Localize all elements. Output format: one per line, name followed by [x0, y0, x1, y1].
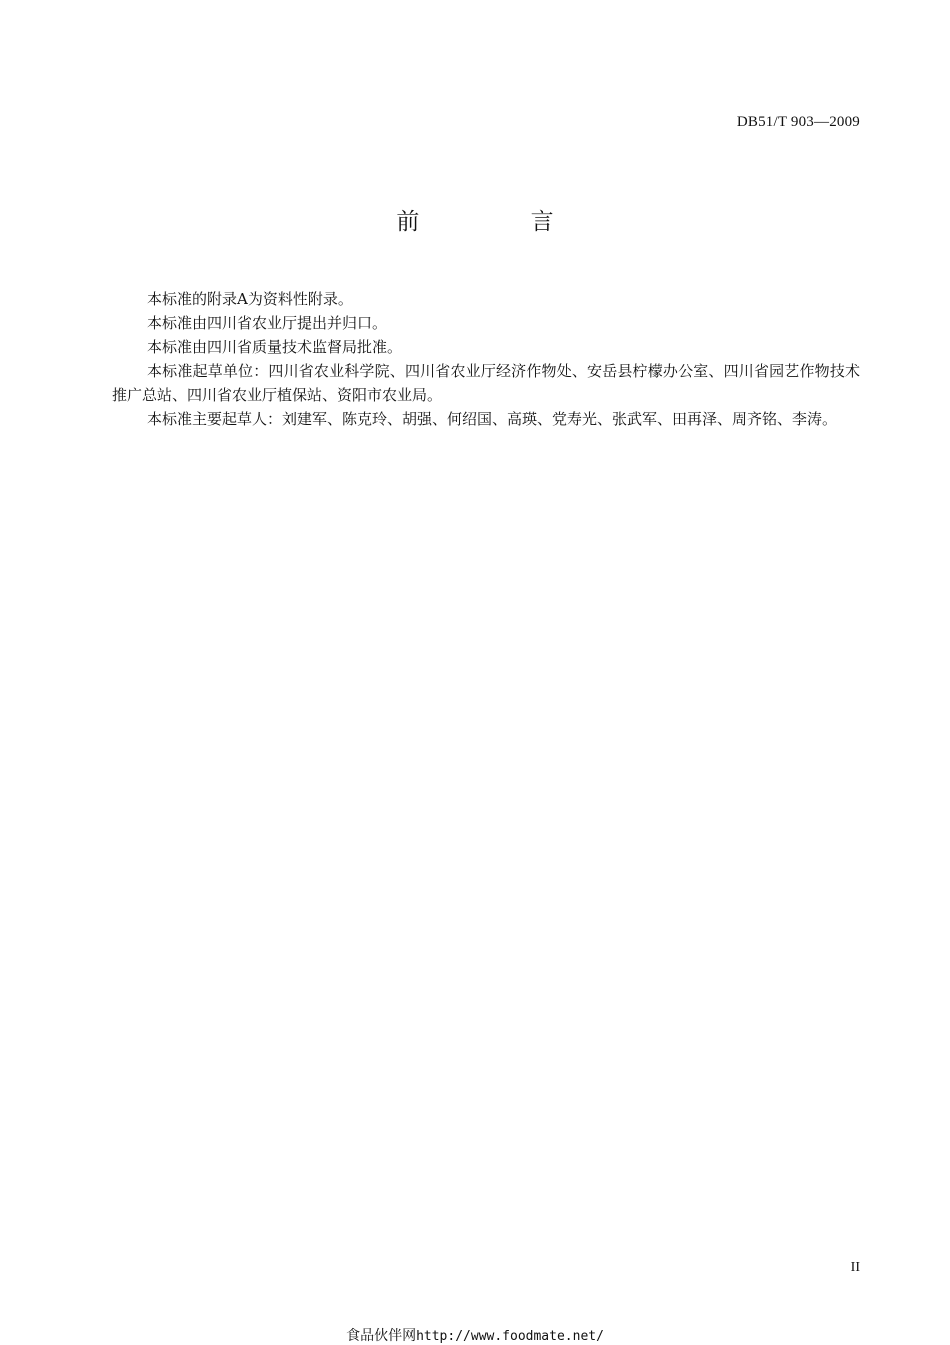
foreword-body: [112, 287, 860, 431]
paragraph-approver: 本标准由四川省质量技术监督局批准。: [147, 338, 403, 356]
page-title: 前 言: [396, 209, 606, 235]
paragraph-appendix: 本标准的附录A为资料性附录。: [147, 290, 353, 308]
standard-code: DB51/T 903—2009: [736, 114, 860, 130]
footer: [0, 1325, 950, 1345]
paragraph-drafting-units: 本标准起草单位：四川省农业科学院、四川省农业厅经济作物处、安岳县柠檬办公室、四川省园艺作物技术推广总站、四川省农业厅植保站、资阳市农业局。: [112, 362, 860, 404]
footer-site-name: 食品伙伴网: [346, 1328, 417, 1344]
paragraph-proposer: 本标准由四川省农业厅提出并归口。: [147, 314, 388, 332]
footer-url-link[interactable]: http://www.foodmate.net/: [416, 1329, 604, 1344]
page-number: II: [850, 1260, 860, 1275]
paragraph-drafters: 本标准主要起草人：刘建军、陈克玲、胡强、何绍国、高瑛、党寿光、张武军、田再泽、周齐铭、李涛。: [147, 410, 838, 428]
